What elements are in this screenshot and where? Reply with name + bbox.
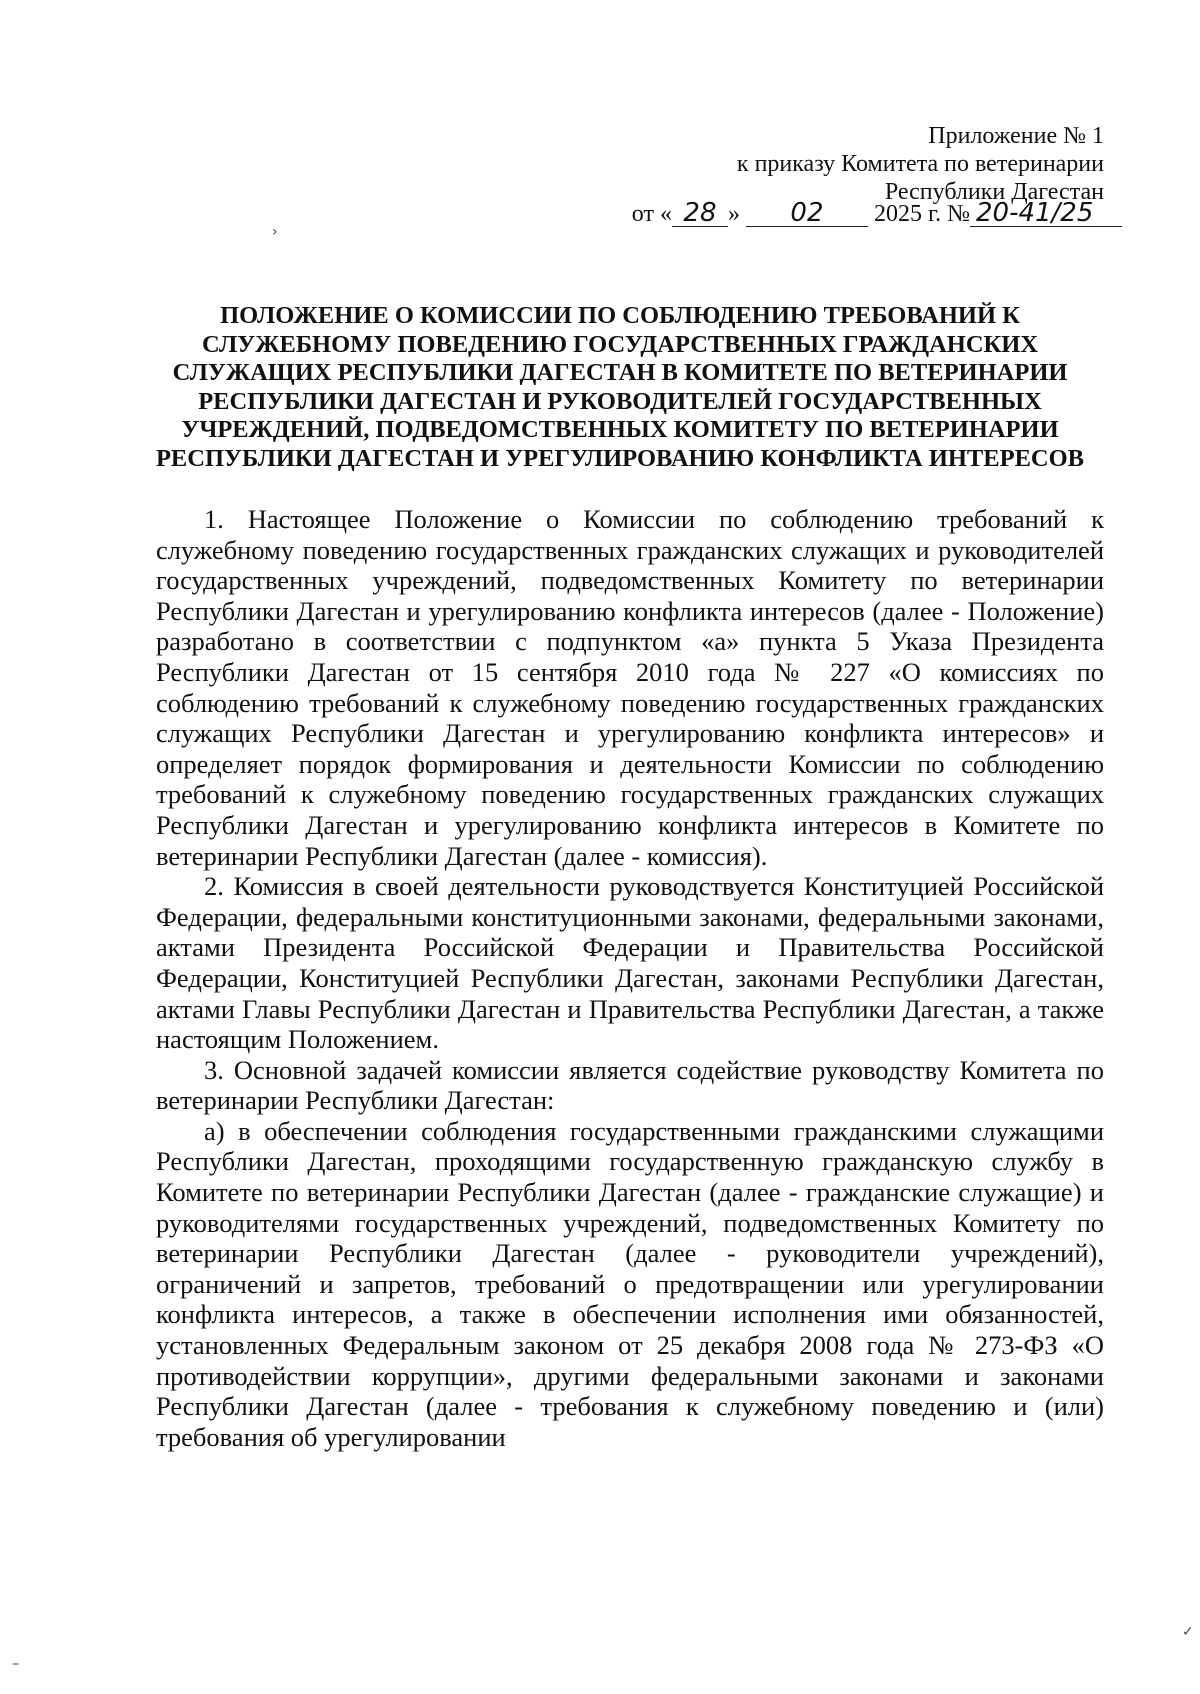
scan-mark: ✓ — [1182, 1624, 1194, 1640]
handwritten-month: 02 — [746, 200, 868, 227]
paragraph-1: 1. Настоящее Положение о Комиссии по соблюдению требований к служебному поведению государственных гражданских служащих и руководителей государственных учреждений, подведомственных Комитету по ветеринарии Республики Дагестан и урегулированию конфликта интересов (далее - Положение) разработано в соответствии с подпунктом «а» пункта 5 Указа Президента Республики Дагестан от 15 сентября 2010 года № 227 «О комиссиях по соблюдению требований к служебному поведению государственных гражданских служащих Республики Дагестан и урегулированию конфликта интересов» и определяет порядок формирования и деятельности Комиссии по соблюдению требований к служебному поведению государственных гражданских служащих Республики Дагестан и урегулированию конфликта интересов в Комитете по ветеринарии Республики Дагестан (далее - комиссия). — [156, 504, 1104, 871]
appendix-republic: Республики Дагестан — [884, 179, 1104, 205]
date-year: 2025 г. № — [873, 201, 970, 227]
date-prefix: от « — [631, 201, 672, 227]
handwritten-day: 28 — [672, 200, 728, 227]
document-body — [156, 504, 1104, 1452]
appendix-order-ref: к приказу Комитета по ветеринарии — [736, 151, 1104, 177]
appendix-block — [737, 122, 1104, 206]
scan-mark: › — [272, 224, 278, 240]
paragraph-2: 2. Комиссия в своей деятельности руководствуется Конституцией Российской Федерации, федеральными конституционными законами, федеральными законами, актами Президента Российской Федерации и Правительства Российской Федерации, Конституцией Республики Дагестан, законами Республики Дагестан, актами Главы Республики Дагестан и Правительства Республики Дагестан, а также настоящим Положением. — [156, 871, 1104, 1055]
handwritten-order-number: 20-41/25 — [970, 200, 1122, 227]
appendix-title: Приложение № 1 — [928, 123, 1104, 149]
document-title: ПОЛОЖЕНИЕ О КОМИССИИ ПО СОБЛЮДЕНИЮ ТРЕБОВАНИЙ К СЛУЖЕБНОМУ ПОВЕДЕНИЮ ГОСУДАРСТВЕННЫХ ГРАЖДАНСКИХ СЛУЖАЩИХ РЕСПУБЛИКИ ДАГЕСТАН В КОМИТЕТЕ ПО ВЕТЕРИНАРИИ РЕСПУБЛИКИ ДАГЕСТАН И РУКОВОДИТЕЛЕЙ ГОСУДАРСТВЕННЫХ УЧРЕЖДЕНИЙ, ПОДВЕДОМСТВЕННЫХ КОМИТЕТУ ПО ВЕТЕРИНАРИИ РЕСПУБЛИКИ ДАГЕСТАН И УРЕГУЛИРОВАНИЮ КОНФЛИКТА ИНТЕРЕСОВ — [155, 302, 1085, 472]
date-mid: » — [727, 201, 740, 227]
paragraph-3a: а) в обеспечении соблюдения государственными гражданскими служащими Республики Дагестан, проходящими государственную гражданскую службу в Комитете по ветеринарии Республики Дагестан (далее - гражданские служащие) и руководителями государственных учреждений, подведомственных Комитету по ветеринарии Республики Дагестан (далее - руководители учреждений), ограничений и запретов, требований о предотвращении или урегулировании конфликта интересов, а также в обеспечении исполнения ими обязанностей, установленных Федеральным законом от 25 декабря 2008 года № 273-ФЗ «О противодействии коррупции», другими федеральными законами и законами Республики Дагестан (далее - требования к служебному поведению и (или) требования об урегулировании — [156, 1115, 1104, 1452]
order-date-line — [632, 200, 1122, 228]
scan-mark: – — [12, 1656, 19, 1672]
paragraph-3: 3. Основной задачей комиссии является содействие руководству Комитета по ветеринарии Республики Дагестан: — [156, 1054, 1104, 1116]
